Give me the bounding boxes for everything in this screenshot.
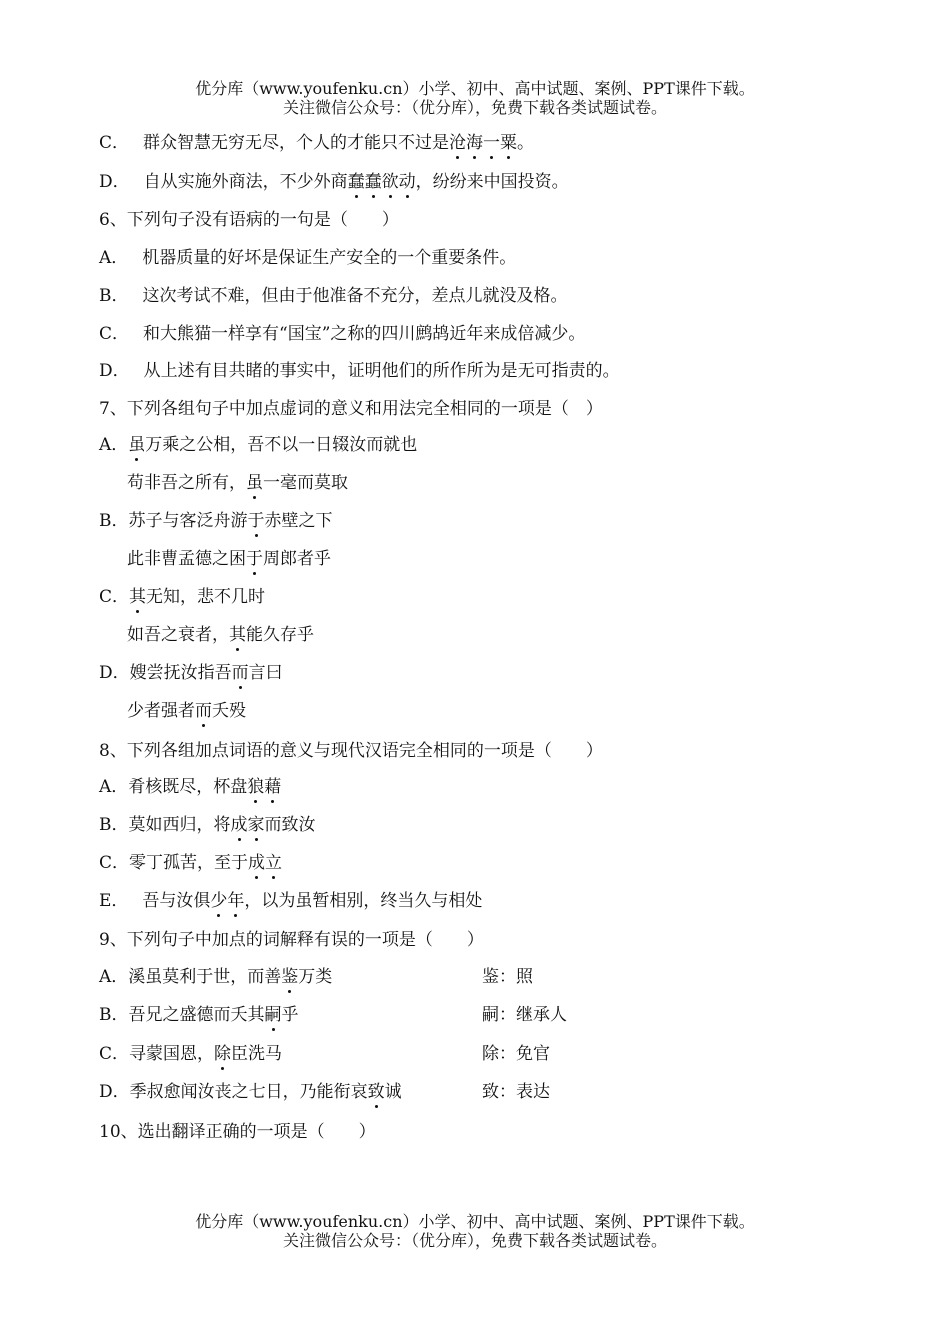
q7-option-b-line2: 此非曹孟德之困于周郎者乎 xyxy=(127,549,331,569)
q8-option-c: C．零丁孤苦，至于成立 xyxy=(99,853,283,873)
gloss: 致：表达 xyxy=(482,1082,550,1102)
q7-option-d-line1: D．嫂尝抚汝指吾而言曰 xyxy=(99,663,283,683)
footer-line-2: 关注微信公众号：（优分库），免费下载各类试题试卷。 xyxy=(282,1231,667,1250)
emphasized-text: 而 xyxy=(195,701,212,721)
q6-option-d: D． 从上述有目共睹的事实中，证明他们的所作所为是无可指责的。 xyxy=(99,361,620,381)
q10-stem: 10、选出翻译正确的一项是（ ） xyxy=(99,1122,376,1142)
emphasized-text: 于 xyxy=(246,549,263,569)
q7-option-a-line2: 苟非吾之所有，虽一毫而莫取 xyxy=(127,473,348,493)
emphasized-text: 虽 xyxy=(246,473,263,493)
q8-stem: 8、下列各组加点词语的意义与现代汉语完全相同的一项是（ ） xyxy=(99,741,603,761)
option-label: B． xyxy=(99,1005,129,1025)
q7-option-a-line1: A．虽万乘之公相，吾不以一日辍汝而就也 xyxy=(99,435,418,455)
page-footer xyxy=(0,1212,950,1250)
option-label: D． xyxy=(99,663,130,683)
emphasized-text: 其 xyxy=(229,625,246,645)
q6-stem: 6、下列句子没有语病的一句是（ ） xyxy=(99,210,399,230)
emphasized-text: 虽 xyxy=(128,435,146,455)
option-label: C． xyxy=(99,853,130,873)
emphasized-text: 蠢蠢欲动 xyxy=(347,172,416,192)
q9-option-c: C．寻蒙国恩，除臣洗马 除：免官 xyxy=(99,1044,550,1064)
q7-option-b-line1: B．苏子与客泛舟游于赤壁之下 xyxy=(99,511,333,531)
q8-option-b: B．莫如西归，将成家而致汝 xyxy=(99,815,316,835)
q6-option-b: B． 这次考试不难，但由于他准备不充分，差点儿就没及格。 xyxy=(99,286,568,306)
q7-option-c-line2: 如吾之衰者，其能久存乎 xyxy=(127,625,314,645)
header-line-2: 关注微信公众号：（优分库），免费下载各类试题试卷。 xyxy=(282,98,667,117)
option-label: A． xyxy=(99,967,129,987)
option-label: A． xyxy=(99,435,129,455)
q5-option-c: C． 群众智慧无穷无尽，个人的才能只不过是沧海一粟。 xyxy=(99,133,535,153)
q7-option-d-line2: 少者强者而夭殁 xyxy=(127,701,246,721)
option-label: B． xyxy=(99,286,129,306)
q6-option-a: A． 机器质量的好坏是保证生产安全的一个重要条件。 xyxy=(99,248,517,268)
option-label: C． xyxy=(99,1044,130,1064)
emphasized-text: 沧海一粟 xyxy=(449,133,518,153)
q5-option-d: D． 自从实施外商法，不少外商蠢蠢欲动，纷纷来中国投资。 xyxy=(99,172,569,192)
emphasized-text: 于 xyxy=(247,511,265,531)
q7-stem: 7、下列各组句子中加点虚词的意义和用法完全相同的一项是（ ） xyxy=(99,399,603,419)
option-label: D． xyxy=(99,172,130,192)
emphasized-text: 其 xyxy=(129,587,147,607)
emphasized-text: 少年 xyxy=(210,891,245,911)
emphasized-text: 狼藉 xyxy=(247,777,282,797)
option-label: B． xyxy=(99,815,129,835)
emphasized-text: 成家 xyxy=(230,815,265,835)
emphasized-text: 鉴 xyxy=(281,967,299,987)
q7-option-c-line1: C．其无知，悲不几时 xyxy=(99,587,266,607)
emphasized-text: 除 xyxy=(214,1044,232,1064)
option-label: D． xyxy=(99,361,130,381)
option-label: E． xyxy=(99,891,129,911)
gloss: 除：免官 xyxy=(482,1044,550,1064)
gloss: 嗣：继承人 xyxy=(482,1005,567,1025)
emphasized-text: 成立 xyxy=(248,853,283,873)
q6-option-c: C． 和大熊猫一样享有“国宝”之称的四川鹧鸪近年来成倍减少。 xyxy=(99,324,586,344)
page-header xyxy=(0,79,950,117)
q8-option-e: E． 吾与汝俱少年，以为虽暂相别，终当久与相处 xyxy=(99,891,483,911)
option-label: C． xyxy=(99,324,130,344)
q9-option-b: B．吾兄之盛德而夭其嗣乎 嗣：继承人 xyxy=(99,1005,567,1025)
footer-line-1: 优分库（www.youfenku.cn）小学、初中、高中试题、案例、PPT课件下载。 xyxy=(195,1212,755,1231)
emphasized-text: 而 xyxy=(231,663,249,683)
header-line-1: 优分库（www.youfenku.cn）小学、初中、高中试题、案例、PPT课件下载。 xyxy=(195,79,755,98)
emphasized-text: 致 xyxy=(367,1082,385,1102)
option-label: C． xyxy=(99,133,130,153)
option-label: A． xyxy=(99,777,129,797)
q8-option-a: A．肴核既尽，杯盘狼藉 xyxy=(99,777,282,797)
gloss: 鉴：照 xyxy=(482,967,533,987)
emphasized-text: 嗣 xyxy=(264,1005,282,1025)
q9-option-a: A．溪虽莫利于世，而善鉴万类 鉴：照 xyxy=(99,967,533,987)
q9-stem: 9、下列句子中加点的词解释有误的一项是（ ） xyxy=(99,930,484,950)
option-label: D． xyxy=(99,1082,130,1102)
q9-option-d: D．季叔愈闻汝丧之七日，乃能衔哀致诚 致：表达 xyxy=(99,1082,550,1102)
option-label: A． xyxy=(99,248,129,268)
option-label: C． xyxy=(99,587,130,607)
option-label: B． xyxy=(99,511,129,531)
